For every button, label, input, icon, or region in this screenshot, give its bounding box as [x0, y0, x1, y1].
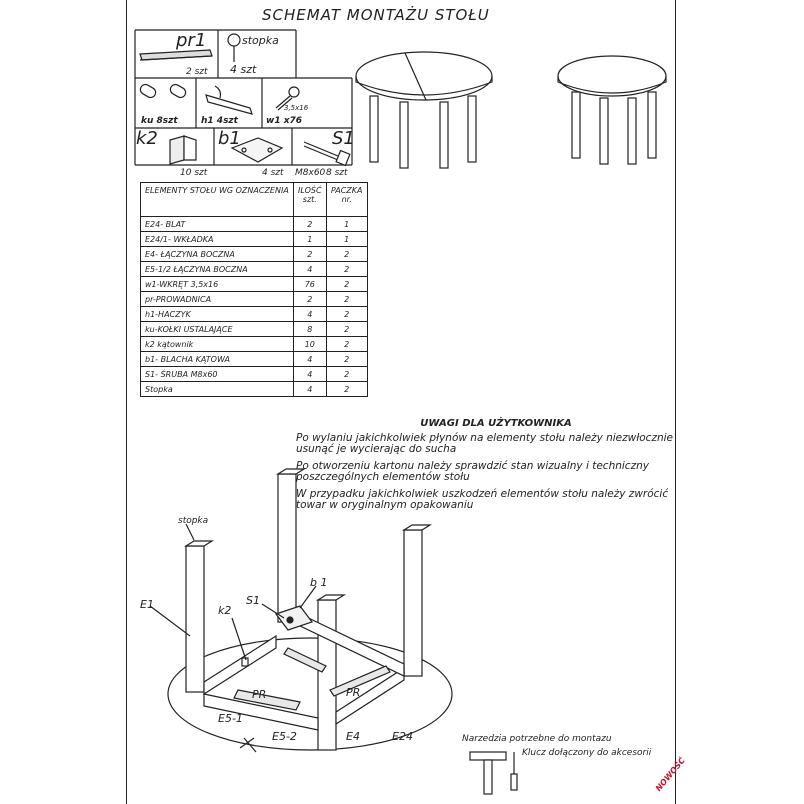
hw-pr1-qty: 2 szt — [186, 67, 208, 77]
label-k2: k2 — [218, 604, 232, 617]
cell-package: 2 — [326, 382, 367, 397]
cell-package: 2 — [326, 307, 367, 322]
cell-package: 2 — [326, 367, 367, 382]
cell-package: 2 — [326, 277, 367, 292]
tools-heading: Narzedzia potrzebne do montazu — [462, 734, 612, 744]
cell-package: 2 — [326, 322, 367, 337]
label-s1: S1 — [246, 594, 260, 607]
label-pr-left: PR — [252, 688, 267, 701]
page-title: SCHEMAT MONTAŻU STOŁU — [262, 6, 490, 24]
label-e24: E24 — [392, 730, 413, 743]
hw-s1-qty: 8 szt — [326, 168, 348, 178]
cell-qty: 4 — [293, 307, 326, 322]
table-row — [141, 382, 368, 397]
cell-element: E24/1- WKŁADKA — [141, 232, 294, 247]
cell-qty: 2 — [293, 247, 326, 262]
cell-element: E24- BLAT — [141, 217, 294, 232]
hammer-icon — [470, 752, 506, 794]
label-e5-1: E5-1 — [218, 712, 243, 725]
new-badge: NOWOŚĆ — [653, 755, 687, 794]
note-paragraph: Po wylaniu jakichkolwiek płynów na elementy stołu należy niezwłocznie usunąć je wycierając do sucha — [296, 432, 674, 455]
cell-element: b1- BLACHA KĄTOWA — [141, 352, 294, 367]
parts-table-header — [141, 183, 368, 217]
table-row — [141, 292, 368, 307]
cell-package: 2 — [326, 247, 367, 262]
table-row — [141, 232, 368, 247]
foot-pad-icon — [228, 34, 240, 62]
table-row — [141, 307, 368, 322]
cell-package: 2 — [326, 352, 367, 367]
hw-stopka-code: stopka — [242, 34, 279, 47]
hw-s1-size: M8x60 — [295, 168, 326, 178]
cell-qty: 1 — [293, 232, 326, 247]
cell-element: Stopka — [141, 382, 294, 397]
cell-qty: 4 — [293, 382, 326, 397]
cell-qty: 8 — [293, 322, 326, 337]
cell-element: ku-KOŁKI USTALAJĄCE — [141, 322, 294, 337]
header-package: PACZKA nr. — [326, 183, 367, 217]
table-row — [141, 217, 368, 232]
header-elements: ELEMENTY STOŁU WG OZNACZENIA — [141, 183, 294, 217]
tools-key-note: Klucz dołączony do akcesorii — [522, 748, 652, 758]
table-row — [141, 322, 368, 337]
cell-qty: 2 — [293, 292, 326, 307]
cell-package: 1 — [326, 232, 367, 247]
table-row — [141, 367, 368, 382]
cell-qty: 4 — [293, 352, 326, 367]
cell-element: S1- ŚRUBA M8x60 — [141, 367, 294, 382]
hw-k2-code: k2 — [136, 128, 158, 149]
table-extended-sketch — [356, 52, 492, 168]
hw-pr1-code: pr1 — [176, 30, 207, 51]
hw-h1-label: h1 4szt — [201, 116, 238, 126]
cell-package: 1 — [326, 217, 367, 232]
label-b1: b 1 — [310, 576, 328, 589]
cell-qty: 4 — [293, 367, 326, 382]
note-paragraph: Po otworzeniu kartonu należy sprawdzić stan wizualny i techniczny poszczególnych elementów stołu — [296, 460, 649, 483]
notes-heading: UWAGI DLA UŻYTKOWNIKA — [420, 418, 572, 429]
cell-qty: 76 — [293, 277, 326, 292]
dowel-icon — [139, 83, 188, 100]
cell-element: k2 kątownik — [141, 337, 294, 352]
hw-w1-label: w1 x76 — [266, 116, 303, 126]
hw-b1-code: b1 — [218, 128, 241, 149]
label-e4: E4 — [346, 730, 360, 743]
cell-element: E5-1/2 ŁĄCZYNA BOCZNA — [141, 262, 294, 277]
cell-qty: 4 — [293, 262, 326, 277]
cell-qty: 2 — [293, 217, 326, 232]
table-row — [141, 352, 368, 367]
cell-package: 2 — [326, 292, 367, 307]
cell-element: h1-HACZYK — [141, 307, 294, 322]
cell-qty: 10 — [293, 337, 326, 352]
label-e5-2: E5-2 — [272, 730, 297, 743]
hw-k2-qty: 10 szt — [180, 168, 208, 178]
table-compact-sketch — [558, 56, 666, 164]
hook-icon — [206, 86, 252, 114]
table-row — [141, 247, 368, 262]
cell-element: w1-WKRĘT 3,5x16 — [141, 277, 294, 292]
hw-w1-size: 3,5x16 — [284, 104, 309, 112]
label-e1: E1 — [140, 598, 154, 611]
hw-ku-label: ku 8szt — [141, 116, 178, 126]
header-qty: ILOŚĆ szt. — [293, 183, 326, 217]
hw-stopka-qty: 4 szt — [230, 63, 257, 76]
user-notes — [296, 418, 676, 517]
cell-element: E4- ŁĄCZYNA BOCZNA — [141, 247, 294, 262]
parts-table — [140, 182, 368, 397]
note-paragraph: W przypadku jakichkolwiek uszkodzeń elementów stołu należy zwrócić towar w oryginalnym opakowaniu — [296, 488, 669, 511]
hw-s1-code: S1 — [332, 128, 355, 149]
table-row — [141, 262, 368, 277]
angle-bracket-icon — [170, 136, 196, 164]
cell-element: pr-PROWADNICA — [141, 292, 294, 307]
table-row — [141, 337, 368, 352]
cell-package: 2 — [326, 337, 367, 352]
guide-rail-icon — [140, 50, 212, 60]
cell-package: 2 — [326, 262, 367, 277]
label-stopka: stopka — [178, 516, 209, 526]
label-pr-right: PR — [346, 686, 361, 699]
table-row — [141, 277, 368, 292]
screwdriver-icon — [511, 752, 517, 790]
hw-b1-qty: 4 szt — [262, 168, 284, 178]
